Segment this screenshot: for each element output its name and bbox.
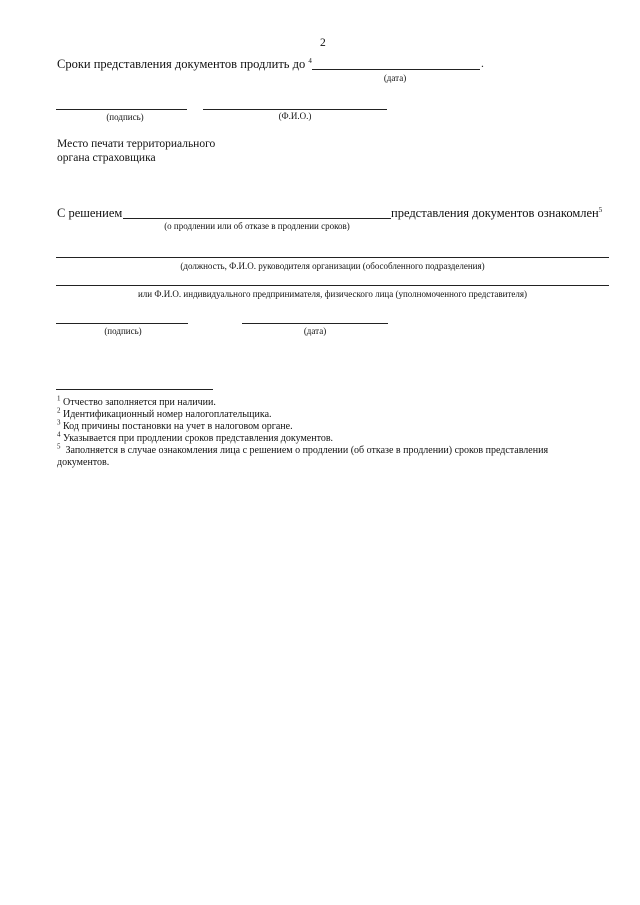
date2-fill-line[interactable] <box>242 323 388 324</box>
person-caption: или Ф.И.О. индивидуального предпринимателя, физического лица (уполномоченного представителя) <box>137 289 528 299</box>
footnote-3: $^3$ Код причины постановки на учет в налоговом органе. <box>57 418 293 432</box>
seal-place-text <box>57 137 215 165</box>
name-caption: (Ф.И.О.) <box>278 111 312 121</box>
signature2-fill-line[interactable] <box>56 323 188 324</box>
signature-caption: (подпись) <box>106 112 144 122</box>
footnote-5: $^5$ Заполняется в случае ознакомления лица с решением о продлении (об отказе в продлении) сроков представления документов. <box>57 442 549 468</box>
position-caption: (должность, Ф.И.О. руководителя организации (обособленного подразделения) <box>180 261 485 271</box>
date-caption: (дата) <box>383 73 407 83</box>
footnotes-separator <box>56 389 213 390</box>
decision-fill-line[interactable] <box>123 218 391 219</box>
decision-caption: (о продлении или об отказе в продлении сроков) <box>164 221 350 231</box>
name-fill-line[interactable] <box>203 109 387 110</box>
footnote-4: $^4$ Указывается при продлении сроков представления документов. <box>57 430 334 444</box>
page-number: 2 <box>320 37 326 49</box>
person-fill-line[interactable] <box>56 285 609 286</box>
date-fill-line[interactable] <box>312 69 480 70</box>
footnote-2: $^2$ Идентификационный номер налогоплательщика. <box>57 406 272 420</box>
signature-fill-line[interactable] <box>56 109 187 110</box>
period-mark: . <box>481 58 484 70</box>
decision-prefix: С решением <box>57 206 123 220</box>
extend-deadline-text: Сроки представления документов продлить до $^4$ <box>57 56 312 71</box>
footnotes <box>57 394 602 469</box>
position-fill-line[interactable] <box>56 257 609 258</box>
footnote-ref-4: 4 <box>308 56 312 65</box>
decision-suffix: представления документов ознакомлен$^5$ <box>391 205 603 220</box>
signature2-caption: (подпись) <box>104 326 142 336</box>
date2-caption: (дата) <box>303 326 327 336</box>
seal-line-2: органа страховщика <box>57 152 156 164</box>
seal-line-1: Место печати территориального <box>57 138 216 150</box>
footnote-ref-5: 5 <box>598 205 603 214</box>
footnote-1: $^1$ Отчество заполняется при наличии. <box>57 394 216 408</box>
